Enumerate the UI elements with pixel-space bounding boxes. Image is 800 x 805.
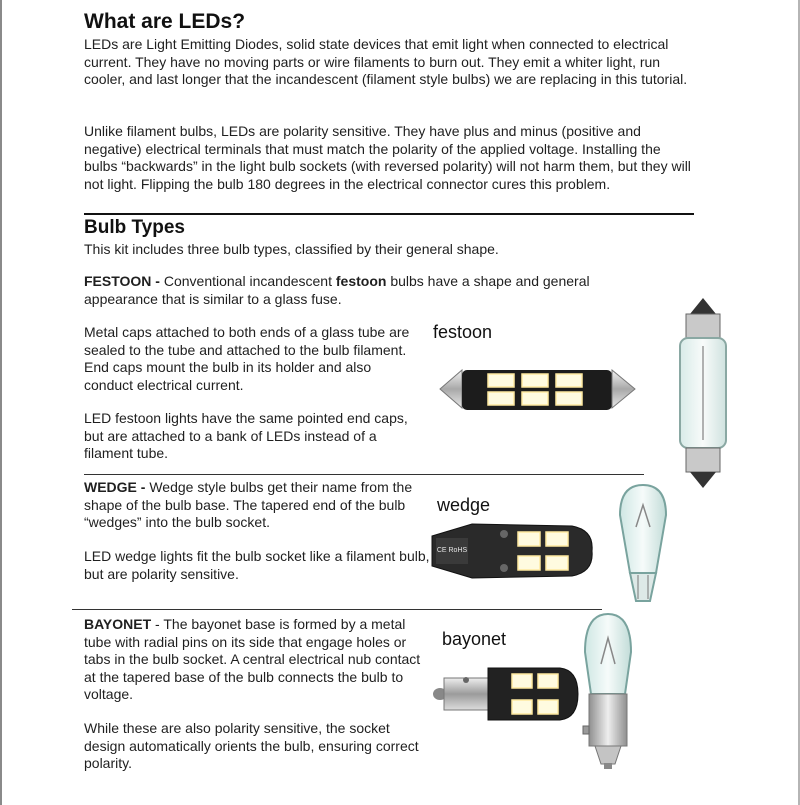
bayonet-glass-pin bbox=[583, 726, 589, 734]
festoon-glass-bottom-cap bbox=[686, 448, 720, 472]
bulb-types-subtitle: This kit includes three bulb types, classified by their general shape. bbox=[84, 241, 499, 257]
bayonet-glass-taper bbox=[595, 746, 621, 764]
wedge-glass-bulb-image bbox=[612, 483, 674, 605]
bayonet-glass-envelope bbox=[585, 614, 631, 694]
festoon-paragraph-3: LED festoon lights have the same pointed end caps, but are attached to a bank of LEDs instead of a filament tube. bbox=[84, 410, 408, 462]
section-divider bbox=[84, 213, 694, 215]
wedge-paragraph-2: LED wedge lights fit the bulb socket like a filament bulb, but are polarity sensitive. bbox=[84, 548, 430, 582]
bulb-types-heading: Bulb Types bbox=[84, 217, 185, 238]
festoon-divider bbox=[84, 474, 644, 475]
festoon-title: FESTOON - bbox=[84, 273, 160, 289]
festoon-glass-bulb-image bbox=[674, 298, 732, 488]
festoon-left-cap bbox=[440, 370, 462, 408]
page-border-left bbox=[0, 0, 2, 805]
festoon-term: festoon bbox=[335, 273, 387, 289]
festoon-text-a: Conventional incandescent bbox=[159, 273, 336, 289]
festoon-led-bulb-image bbox=[440, 352, 635, 427]
wedge-paragraph-1 bbox=[84, 479, 432, 532]
festoon-glass-top-tip bbox=[690, 298, 716, 314]
wedge-caption: wedge bbox=[437, 495, 491, 515]
wedge-glass-envelope bbox=[620, 485, 666, 573]
festoon-text-b: bulbs have a shape and general appearance that is similar to a glass fuse. bbox=[84, 273, 590, 307]
bayonet-glass-nub bbox=[604, 763, 612, 769]
leds-heading: What are LEDs? bbox=[84, 10, 246, 33]
bayonet-paragraph-1 bbox=[84, 616, 424, 704]
wedge-component-2 bbox=[500, 564, 508, 572]
bayonet-led-body bbox=[488, 668, 578, 720]
bayonet-title: BAYONET bbox=[84, 616, 152, 632]
leds-paragraph-1: LEDs are Light Emitting Diodes, solid state devices that emit light when connected to electrical current. They have no moving parts or wire filaments to burn out. They emit a whiter light, run cooler, and last longer that the incandescent (filament style bulbs) we are replacing in this tutorial. bbox=[84, 36, 688, 88]
wedge-rohs-marking: CE RoHS bbox=[436, 547, 468, 554]
wedge-led-bulb-image bbox=[432, 516, 597, 586]
festoon-paragraph-1 bbox=[84, 273, 624, 308]
bayonet-glass-metal-base bbox=[589, 694, 627, 746]
wedge-divider bbox=[72, 609, 602, 610]
leds-paragraph-2: Unlike filament bulbs, LEDs are polarity sensitive. They have plus and minus (positive and negative) electrical terminals that must match the polarity of the applied voltage. Installing the bulbs “backwards” in the light bulb sockets (with reversed polarity) will not harm them, but they will not light. Flipping the bulb 180 degrees in the electrical connector cures this problem. bbox=[84, 123, 691, 192]
wedge-glass-base bbox=[630, 573, 656, 601]
festoon-glass-top-cap bbox=[686, 314, 720, 338]
bayonet-paragraph-2: While these are also polarity sensitive, the socket design automatically orients the bulb, ensuring correct polarity. bbox=[84, 720, 419, 772]
bayonet-caption: bayonet bbox=[442, 629, 507, 649]
festoon-caption: festoon bbox=[433, 322, 493, 342]
bayonet-glass-bulb-image bbox=[575, 612, 641, 770]
festoon-glass-bottom-tip bbox=[690, 472, 716, 488]
festoon-right-cap bbox=[612, 370, 635, 408]
festoon-paragraph-2: Metal caps attached to both ends of a glass tube are sealed to the tube and attached to the bulb filament. End caps mount the bulb in its holder and also conduct electrical current. bbox=[84, 324, 410, 393]
bayonet-led-bulb-image bbox=[432, 660, 580, 728]
wedge-component bbox=[500, 530, 508, 538]
bayonet-led-pin bbox=[463, 677, 469, 683]
wedge-title: WEDGE - bbox=[84, 479, 146, 495]
wedge-text: Wedge style bulbs get their name from the shape of the bulb base. The tapered end of the bulb “wedges” into the bulb socket. bbox=[84, 479, 413, 531]
bayonet-text: - The bayonet base is formed by a metal tube with radial pins on its side that engage holes or tabs in the bulb socket. A central electrical nub contact at the tapered base of the bulb connects the bulb to voltage. bbox=[84, 616, 421, 703]
